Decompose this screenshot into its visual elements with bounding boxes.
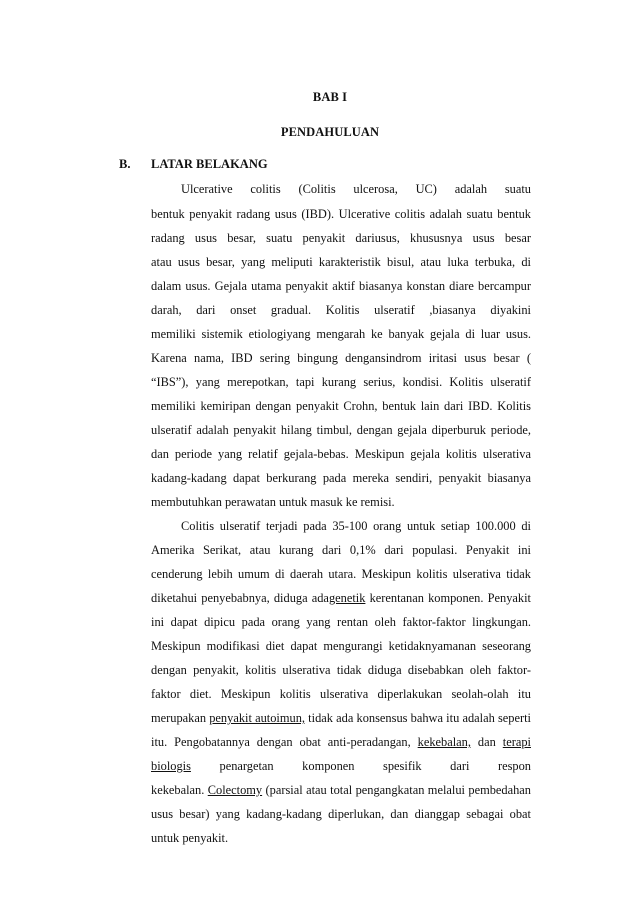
text-line: biologis penargetan komponen spesifik dari respon bbox=[151, 759, 531, 773]
text-line: dalam usus. Gejala utama penyakit aktif biasanya konstan diare bercampur bbox=[151, 279, 531, 293]
text-line: kadang-kadang dapat berkurang pada mereka sendiri, penyakit biasanya bbox=[151, 471, 531, 485]
genetik-link[interactable]: genetik bbox=[328, 591, 366, 605]
text-line: radang usus besar, suatu penyakit dariusus, khususnya usus besar bbox=[151, 231, 531, 245]
text-line: darah, dari onset gradual. Kolitis ulseratif ,biasanya diyakini bbox=[151, 303, 531, 317]
text-line: itu. Pengobatannya dengan obat anti-peradangan, kekebalan, dan terapi bbox=[151, 735, 531, 749]
text-line: “IBS”), yang merepotkan, tapi kurang serius, kondisi. Kolitis ulseratif bbox=[151, 375, 531, 389]
text-line: ulseratif adalah penyakit hilang timbul, dengan gejala diperburuk periode, bbox=[151, 423, 531, 437]
colectomy-link[interactable]: Colectomy bbox=[207, 783, 263, 797]
text-line: untuk penyakit. bbox=[151, 831, 229, 845]
text-line: dan periode yang relatif gejala-bebas. Meskipun gejala kolitis ulserativa bbox=[151, 447, 531, 461]
text-line: usus besar) yang kadang-kadang diperlukan, dan dianggap sebagai obat bbox=[151, 807, 531, 821]
section-number: B. bbox=[119, 157, 131, 171]
text-line: Karena nama, IBD sering bingung dengansindrom iritasi usus besar ( bbox=[151, 351, 531, 365]
text-line: Colitis ulseratif terjadi pada 35-100 orang untuk setiap 100.000 di bbox=[181, 519, 531, 533]
text-line: atau usus besar, yang meliputi karakteristik bisul, atau luka terbuka, di bbox=[151, 255, 531, 269]
biologis-link[interactable]: biologis bbox=[151, 759, 191, 773]
section-title: LATAR BELAKANG bbox=[151, 157, 268, 171]
kekebalan-link[interactable]: kekebalan, bbox=[417, 735, 471, 749]
penyakit-autoimun-link[interactable]: penyakit autoimun, bbox=[209, 711, 305, 725]
chapter-heading: BAB I bbox=[312, 90, 348, 104]
text-line: faktor diet. Meskipun kolitis ulserativa diperlakukan seolah-olah itu bbox=[151, 687, 531, 701]
text-line: Amerika Serikat, atau kurang dari 0,1% dari populasi. Penyakit ini bbox=[151, 543, 531, 557]
text-line: Meskipun modifikasi diet dapat mengurangi ketidaknyamanan seseorang bbox=[151, 639, 531, 653]
text-line: Ulcerative colitis (Colitis ulcerosa, UC) adalah suatu bbox=[181, 182, 531, 196]
text-line: dengan penyakit, kolitis ulserativa tidak diduga disebabkan oleh faktor- bbox=[151, 663, 531, 677]
text-line: memiliki sistemik etiologiyang mengarah ke banyak gejala di luar usus. bbox=[151, 327, 531, 341]
text-line: bentuk penyakit radang usus (IBD). Ulcerative colitis adalah suatu bentuk bbox=[151, 207, 531, 221]
text-line: diketahui penyebabnya, diduga adagenetik kerentanan komponen. Penyakit bbox=[151, 591, 531, 605]
chapter-title: PENDAHULUAN bbox=[280, 125, 380, 139]
text-line: cenderung lebih umum di daerah utara. Meskipun kolitis ulserativa tidak bbox=[151, 567, 531, 581]
terapi-link[interactable]: terapi bbox=[502, 735, 531, 749]
text-line: membutuhkan perawatan untuk masuk ke remisi. bbox=[151, 495, 395, 509]
text-line: ini dapat dipicu pada orang yang rentan oleh faktor-faktor lingkungan. bbox=[151, 615, 531, 629]
text-line: merupakan penyakit autoimun, tidak ada konsensus bahwa itu adalah seperti bbox=[151, 711, 531, 725]
text-line: kekebalan. Colectomy (parsial atau total pengangkatan melalui pembedahan bbox=[151, 783, 531, 797]
text-line: memiliki kemiripan dengan penyakit Crohn, bentuk lain dari IBD. Kolitis bbox=[151, 399, 531, 413]
